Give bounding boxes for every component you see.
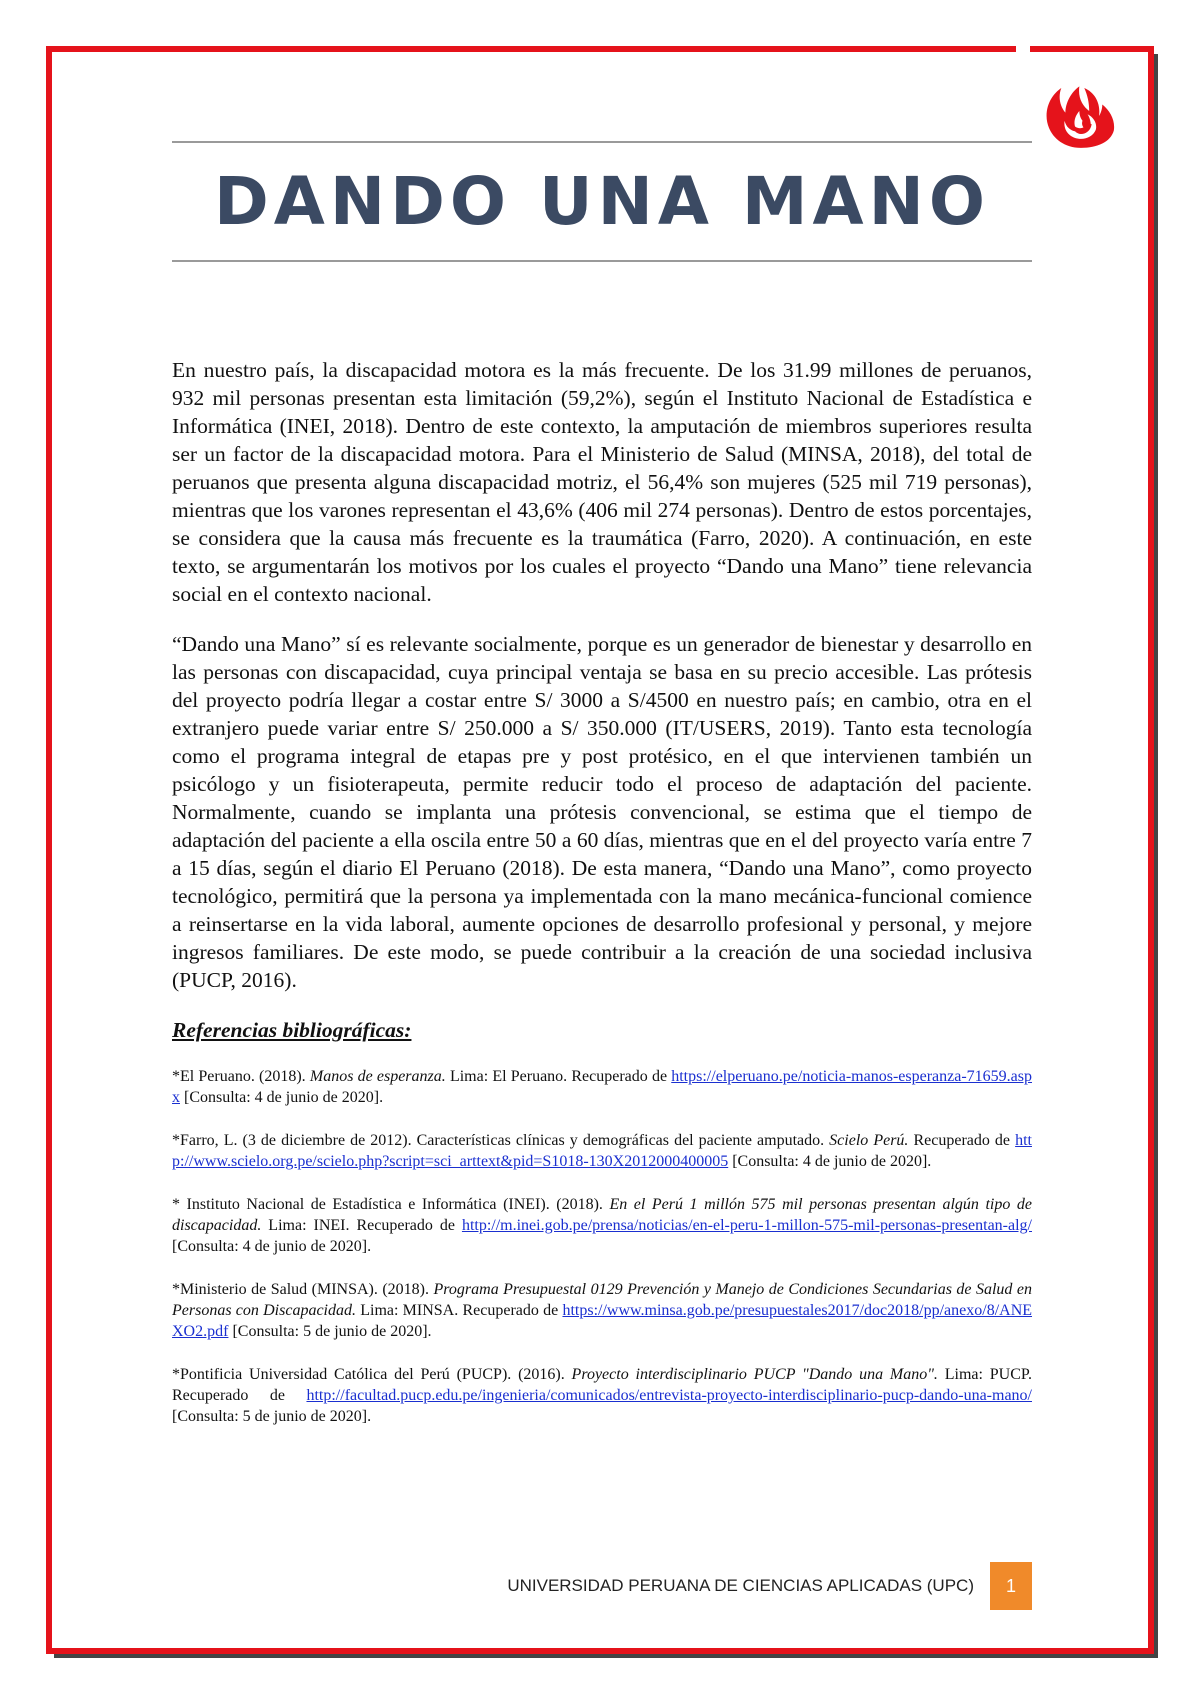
upc-logo-icon: [1040, 70, 1122, 152]
reference-text: * Instituto Nacional de Estadística e Informática (INEI). (2018).: [172, 1196, 610, 1213]
reference-consulta: [Consulta: 5 de junio de 2020].: [228, 1323, 432, 1340]
paragraph-2: “Dando una Mano” sí es relevante socialmente, porque es un generador de bienestar y desarrollo en las personas con discapacidad, cuya principal ventaja se basa en su precio accesible. Las prótesis del proyecto podría llegar a costar entre S/ 3000 a S/4500 en nuestro país; en cambio, otra en el extranjero puede variar entre S/ 250.000 a S/ 350.000 (IT/USERS, 2019). Tanto esta tecnología como el programa integral de etapas pre y post protésico, en el que intervienen también un psicólogo y un fisioterapeuta, permite reducir todo el proceso de adaptación del paciente. Normalmente, cuando se implanta una prótesis convencional, se estima que el tiempo de adaptación del paciente a ella oscila entre 50 a 60 días, mientras que en el del proyecto varía entre 7 a 15 días, según el diario El Peruano (2018). De esta manera, “Dando una Mano”, como proyecto tecnológico, permitirá que la persona ya implementada con la mano mecánica-funcional comience a reinsertarse en la vida laboral, aumente opciones de desarrollo profesional y personal, y mejore ingresos familiares. De este modo, se puede contribuir a la creación de una sociedad inclusiva (PUCP, 2016).: [172, 632, 1032, 992]
reference-item: [172, 1364, 1032, 1427]
page-footer: [172, 1562, 1032, 1610]
reference-item: [172, 1279, 1032, 1342]
title-rule-top: [172, 141, 1032, 143]
reference-title: Scielo Perú.: [829, 1132, 909, 1149]
page-number-badge: [990, 1562, 1032, 1610]
reference-text: Lima: PUCP. Recuperado de: [172, 1366, 1032, 1404]
reference-link[interactable]: https://elperuano.pe/noticia-manos-esperanza-71659.aspx: [172, 1068, 1032, 1106]
reference-title: Manos de esperanza.: [309, 1068, 446, 1085]
reference-text: Lima: MINSA. Recuperado de: [356, 1302, 563, 1319]
reference-link[interactable]: http://www.scielo.org.pe/scielo.php?script=sci_arttext&pid=S1018-130X2012000400005: [172, 1132, 1032, 1170]
reference-text: Lima: INEI. Recuperado de: [261, 1217, 462, 1234]
reference-title: Programa Presupuestal 0129 Prevención y Manejo de Condiciones Secundarias de Salud en Personas con Discapacidad.: [172, 1281, 1033, 1319]
reference-consulta: [Consulta: 4 de junio de 2020].: [180, 1089, 384, 1106]
reference-title: En el Perú 1 millón 575 mil personas presentan algún tipo de discapacidad.: [172, 1196, 1032, 1234]
reference-consulta: [Consulta: 4 de junio de 2020].: [172, 1238, 372, 1255]
document-title: DANDO UNA MANO: [214, 163, 990, 240]
frame-gap: [1016, 40, 1030, 54]
reference-text: Lima: El Peruano. Recuperado de: [445, 1068, 672, 1085]
page-number: 1: [1005, 1575, 1016, 1596]
reference-item: [172, 1066, 1032, 1108]
reference-consulta: [Consulta: 4 de junio de 2020].: [728, 1153, 932, 1170]
reference-link[interactable]: http://facultad.pucp.edu.pe/ingenieria/comunicados/entrevista-proyecto-interdisciplinario-pucp-dando-una-mano/: [306, 1387, 1032, 1404]
paragraph-1: En nuestro país, la discapacidad motora es la más frecuente. De los 31.99 millones de peruanos, 932 mil personas presentan esta limitación (59,2%), según el Instituto Nacional de Estadística e Informática (INEI, 2018). Dentro de este contexto, la amputación de miembros superiores resulta ser un factor de la discapacidad motora. Para el Ministerio de Salud (MINSA, 2018), del total de peruanos que presenta alguna discapacidad motriz, el 56,4% son mujeres (525 mil 719 personas), mientras que los varones representan el 43,6% (406 mil 274 personas). Dentro de estos porcentajes, se considera que la causa más frecuente es la traumática (Farro, 2020). A continuación, en este texto, se argumentarán los motivos por los cuales el proyecto “Dando una Mano” tiene relevancia social en el contexto nacional.: [172, 358, 1032, 606]
reference-link[interactable]: http://m.inei.gob.pe/prensa/noticias/en-el-peru-1-millon-575-mil-personas-presentan-alg/: [461, 1217, 1032, 1234]
reference-item: [172, 1130, 1032, 1172]
title-rule-bottom: [172, 260, 1032, 262]
reference-text: *El Peruano. (2018).: [172, 1068, 310, 1085]
footer-institution: UNIVERSIDAD PERUANA DE CIENCIAS APLICADAS (UPC): [507, 1576, 974, 1595]
references-section: [172, 1016, 1032, 1427]
references-heading: Referencias bibliográficas:: [172, 1018, 412, 1042]
reference-link[interactable]: https://www.minsa.gob.pe/presupuestales2017/doc2018/pp/anexo/8/ANEXO2.pdf: [172, 1302, 1033, 1340]
reference-text: Recuperado de: [908, 1132, 1016, 1149]
reference-text: *Farro, L. (3 de diciembre de 2012). Características clínicas y demográficas del paciente amputado.: [172, 1132, 830, 1149]
reference-title: Proyecto interdisciplinario PUCP "Dando una Mano".: [571, 1366, 938, 1383]
reference-item: [172, 1194, 1032, 1257]
reference-text: *Ministerio de Salud (MINSA). (2018).: [172, 1281, 434, 1298]
document-body: [172, 356, 1032, 1449]
reference-text: *Pontificia Universidad Católica del Perú (PUCP). (2016).: [172, 1366, 572, 1383]
reference-consulta: [Consulta: 5 de junio de 2020].: [172, 1408, 372, 1425]
